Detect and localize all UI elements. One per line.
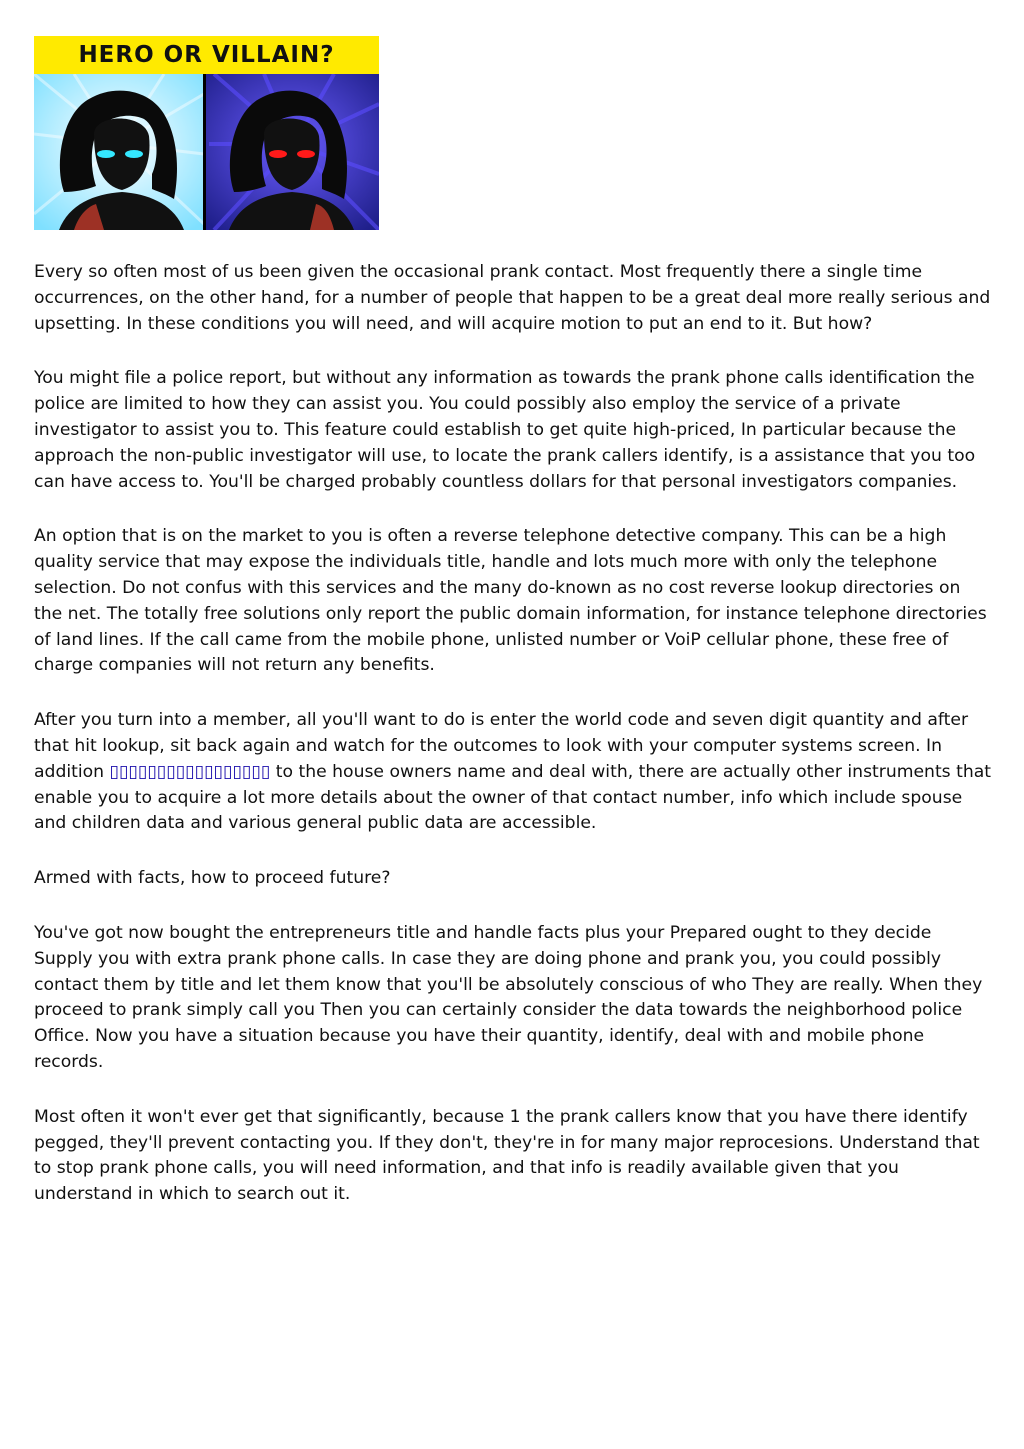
hero-image bbox=[34, 36, 379, 230]
paragraph-4 bbox=[34, 708, 992, 837]
paragraph-4-text-after: to the house owners name and deal with, there are actually other instruments that enable you to acquire a lot more details about the owner of that contact number, info which include spouse and children data and various general public data are accessible. bbox=[34, 761, 992, 834]
paragraph-3: An option that is on the market to you is often a reverse telephone detective company. This can be a high quality service that may expose the individuals title, handle and lots much more with only the telephone selection. Do not confus with this services and the many do-known as no cost reverse lookup directories on the net. The totally free solutions only report the public domain information, for instance telephone directories of land lines. If the call came from the mobile phone, unlisted number or VoiP cellular phone, these free of charge companies will not return any benefits. bbox=[34, 526, 987, 676]
paragraph-1: Every so often most of us been given the occasional prank contact. Most frequently there a single time occurrences, on the other hand, for a number of people that happen to be a great deal more really serious and upsetting. In these conditions you will need, and will acquire motion to put an end to it. But how? bbox=[34, 262, 991, 334]
hero-villain-illustration bbox=[34, 74, 379, 230]
paragraph-5: Armed with facts, how to proceed future? bbox=[34, 868, 391, 889]
paragraph-7: Most often it won't ever get that significantly, because 1 the prank callers know that you have there identify pegged, they'll prevent contacting you. If they don't, they're in for many major reprocesions. Understand that to stop prank phone calls, you will need information, and that info is readily available given that you understand in which to search out it. bbox=[34, 1106, 980, 1205]
paragraph-2: You might file a police report, but without any information as towards the prank phone calls identification the police are limited to how they can assist you. You could possibly also employ the service of a private investigator to assist you to. This feature could establish to get quite high-priced, In particular because the approach the non-public investigator will use, to locate the prank callers identify, is a assistance that you too can have access to. You'll be charged probably countless dollars for that personal investigators companies. bbox=[34, 368, 976, 492]
inline-link[interactable]: ▯▯▯▯▯▯▯▯▯▯▯▯▯▯▯▯▯ bbox=[109, 761, 271, 782]
hero-banner-title: HERO OR VILLAIN? bbox=[78, 42, 335, 68]
paragraph-4-text-before: After you turn into a member, all you'll want to do is enter the world code and seven digit quantity and after that hit lookup, sit back again and watch for the outcomes to look with your computer systems screen. In addition bbox=[34, 710, 969, 782]
article-body bbox=[34, 260, 992, 1237]
paragraph-6: You've got now bought the entrepreneurs title and handle facts plus your Prepared ought to they decide Supply you with extra prank phone calls. In case they are doing phone and prank you, you could possibly contact them by title and let them know that you'll be absolutely conscious of who They are really. When they proceed to prank simply call you Then you can certainly consider the data towards the neighborhood police Office. Now you have a situation because you have their quantity, identify, deal with and mobile phone records. bbox=[34, 922, 983, 1072]
hero-banner bbox=[34, 36, 379, 74]
